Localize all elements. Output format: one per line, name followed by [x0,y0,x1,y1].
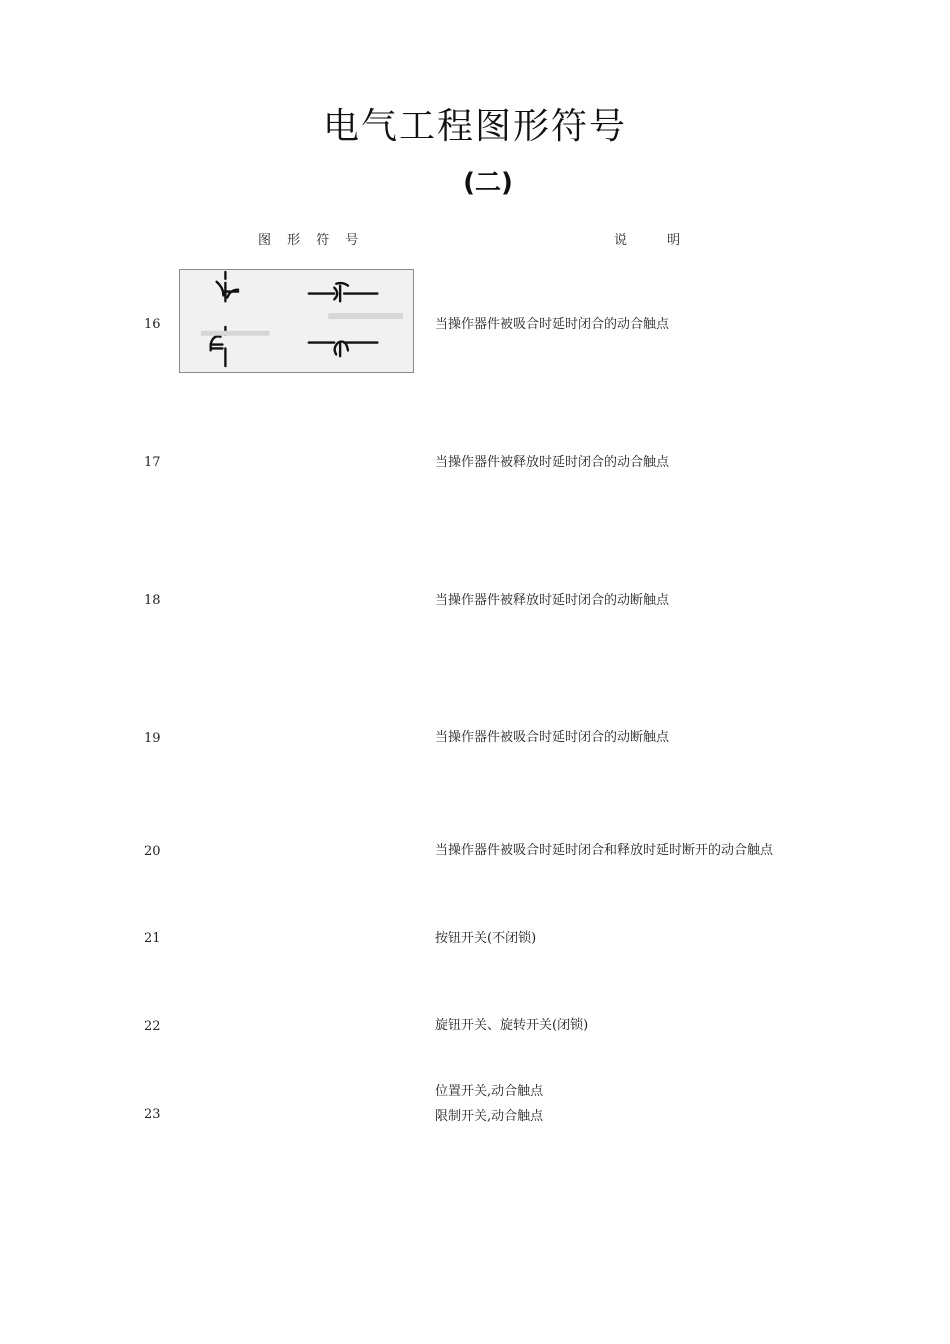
row-number: 20 [144,844,161,859]
row-number: 16 [144,317,161,332]
row-description: 位置开关,动合触点 [435,1084,544,1099]
row-description: 当操作器件被释放时延时闭合的动合触点 [435,455,670,470]
row-description: 当操作器件被吸合时延时闭合和释放时延时断开的动合触点 [435,843,774,858]
row-description: 按钮开关(不闭锁) [435,931,537,946]
row-description: 旋钮开关、旋转开关(闭锁) [435,1018,589,1033]
row-number: 17 [144,455,161,470]
row-number: 18 [144,593,161,608]
row-number: 23 [144,1107,161,1122]
contact-symbol-image [179,269,414,373]
page-subtitle: (二) [463,168,513,198]
column-header-description: 说 明 [614,233,699,248]
row-description: 限制开关,动合触点 [435,1109,544,1124]
row-number: 21 [144,931,161,946]
row-number: 19 [144,731,161,746]
row-number: 22 [144,1019,161,1034]
row-description: 当操作器件被吸合时延时闭合的动合触点 [435,317,670,332]
page-title: 电气工程图形符号 [322,106,627,147]
row-description: 当操作器件被吸合时延时闭合的动断触点 [435,730,670,745]
row-description: 当操作器件被释放时延时闭合的动断触点 [435,593,670,608]
column-header-symbol: 图 形 符 号 [258,233,365,248]
